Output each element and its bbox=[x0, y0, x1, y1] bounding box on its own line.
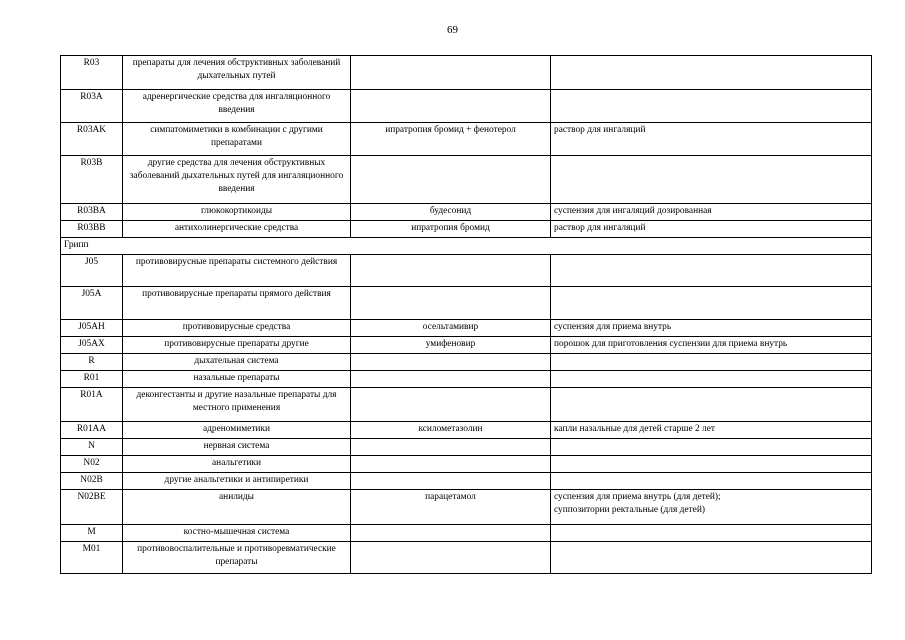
dosage-form-cell bbox=[551, 456, 872, 473]
inn-cell: парацетамол bbox=[351, 490, 551, 525]
table-row bbox=[61, 525, 872, 542]
table-row bbox=[61, 388, 872, 422]
atc-group-cell: костно-мышечная система bbox=[123, 525, 351, 542]
dosage-form-line: суспензия для приема внутрь (для детей); bbox=[554, 492, 721, 502]
dosage-form-cell bbox=[551, 490, 872, 525]
dosage-form-cell bbox=[551, 439, 872, 456]
table-row bbox=[61, 542, 872, 574]
table-row bbox=[61, 255, 872, 287]
inn-cell: осельтамивир bbox=[351, 320, 551, 337]
atc-code-cell: J05 bbox=[61, 255, 123, 287]
dosage-form-cell bbox=[551, 354, 872, 371]
atc-group-cell: препараты для лечения обструктивных заболеваний дыхательных путей bbox=[123, 56, 351, 90]
dosage-form-cell: капли назальные для детей старше 2 лет bbox=[551, 422, 872, 439]
atc-group-cell: симпатомиметики в комбинации с другими препаратами bbox=[123, 123, 351, 156]
table-row bbox=[61, 439, 872, 456]
atc-code-cell: R03A bbox=[61, 90, 123, 123]
dosage-form-line: суппозитории ректальные (для детей) bbox=[554, 505, 705, 515]
dosage-form-cell bbox=[551, 90, 872, 123]
inn-cell bbox=[351, 371, 551, 388]
atc-code-cell: R03BA bbox=[61, 204, 123, 221]
dosage-form-cell: раствор для ингаляций bbox=[551, 221, 872, 238]
table-row bbox=[61, 422, 872, 439]
atc-group-cell: противовирусные препараты прямого действия bbox=[123, 287, 351, 320]
atc-code-cell: R01AA bbox=[61, 422, 123, 439]
table-row bbox=[61, 337, 872, 354]
inn-cell: будесонид bbox=[351, 204, 551, 221]
atc-group-cell: назальные препараты bbox=[123, 371, 351, 388]
inn-cell bbox=[351, 388, 551, 422]
inn-cell: ксилометазолин bbox=[351, 422, 551, 439]
inn-cell bbox=[351, 439, 551, 456]
inn-cell bbox=[351, 542, 551, 574]
dosage-form-cell bbox=[551, 287, 872, 320]
atc-code-cell: N02BE bbox=[61, 490, 123, 525]
table-row bbox=[61, 123, 872, 156]
atc-code-cell: J05AX bbox=[61, 337, 123, 354]
dosage-form-cell bbox=[551, 388, 872, 422]
dosage-form-cell bbox=[551, 56, 872, 90]
table-row bbox=[61, 287, 872, 320]
atc-group-cell: противовоспалительные и противоревматические препараты bbox=[123, 542, 351, 574]
dosage-form-cell bbox=[551, 371, 872, 388]
dosage-form-cell bbox=[551, 156, 872, 204]
atc-code-cell: J05A bbox=[61, 287, 123, 320]
atc-group-cell: анальгетики bbox=[123, 456, 351, 473]
table-row bbox=[61, 90, 872, 123]
atc-code-cell: M01 bbox=[61, 542, 123, 574]
table-row bbox=[61, 221, 872, 238]
inn-cell bbox=[351, 255, 551, 287]
atc-code-cell: N02B bbox=[61, 473, 123, 490]
atc-code-cell: R01 bbox=[61, 371, 123, 388]
atc-code-cell: J05AH bbox=[61, 320, 123, 337]
atc-code-cell: R03 bbox=[61, 56, 123, 90]
inn-cell bbox=[351, 525, 551, 542]
inn-cell bbox=[351, 156, 551, 204]
dosage-form-cell bbox=[551, 473, 872, 490]
inn-cell: ипратропия бромид bbox=[351, 221, 551, 238]
atc-group-cell: глюкокортикоиды bbox=[123, 204, 351, 221]
table-body bbox=[61, 56, 872, 574]
section-row bbox=[61, 238, 872, 255]
table-row bbox=[61, 204, 872, 221]
atc-code-cell: R03BB bbox=[61, 221, 123, 238]
atc-code-cell: R03AK bbox=[61, 123, 123, 156]
table-row bbox=[61, 320, 872, 337]
dosage-form-cell: раствор для ингаляций bbox=[551, 123, 872, 156]
atc-code-cell: R bbox=[61, 354, 123, 371]
table-row bbox=[61, 456, 872, 473]
table-row bbox=[61, 490, 872, 525]
table-row bbox=[61, 473, 872, 490]
atc-group-cell: дыхательная система bbox=[123, 354, 351, 371]
atc-group-cell: анилиды bbox=[123, 490, 351, 525]
dosage-form-cell: порошок для приготовления суспензии для приема внутрь bbox=[551, 337, 872, 354]
section-title: Грипп bbox=[61, 238, 872, 255]
drug-table bbox=[60, 55, 872, 574]
atc-code-cell: R01A bbox=[61, 388, 123, 422]
inn-cell bbox=[351, 56, 551, 90]
page-number: 69 bbox=[447, 24, 458, 36]
dosage-form-cell bbox=[551, 542, 872, 574]
table-row bbox=[61, 371, 872, 388]
atc-group-cell: другие средства для лечения обструктивных заболеваний дыхательных путей для ингаляционного введения bbox=[123, 156, 351, 204]
atc-group-cell: адренергические средства для ингаляционного введения bbox=[123, 90, 351, 123]
atc-group-cell: противовирусные препараты другие bbox=[123, 337, 351, 354]
atc-group-cell: адреномиметики bbox=[123, 422, 351, 439]
table-row bbox=[61, 156, 872, 204]
dosage-form-cell bbox=[551, 255, 872, 287]
inn-cell: ипратропия бромид + фенотерол bbox=[351, 123, 551, 156]
inn-cell bbox=[351, 90, 551, 123]
table-row bbox=[61, 56, 872, 90]
inn-cell bbox=[351, 473, 551, 490]
atc-group-cell: противовирусные препараты системного действия bbox=[123, 255, 351, 287]
atc-group-cell: антихолинергические средства bbox=[123, 221, 351, 238]
inn-cell bbox=[351, 456, 551, 473]
atc-group-cell: деконгестанты и другие назальные препараты для местного применения bbox=[123, 388, 351, 422]
dosage-form-cell: суспензия для ингаляций дозированная bbox=[551, 204, 872, 221]
inn-cell: умифеновир bbox=[351, 337, 551, 354]
table-row bbox=[61, 354, 872, 371]
atc-code-cell: N02 bbox=[61, 456, 123, 473]
atc-group-cell: другие анальгетики и антипиретики bbox=[123, 473, 351, 490]
atc-code-cell: N bbox=[61, 439, 123, 456]
dosage-form-cell bbox=[551, 525, 872, 542]
atc-group-cell: нервная система bbox=[123, 439, 351, 456]
atc-group-cell: противовирусные средства bbox=[123, 320, 351, 337]
atc-code-cell: M bbox=[61, 525, 123, 542]
atc-code-cell: R03B bbox=[61, 156, 123, 204]
inn-cell bbox=[351, 287, 551, 320]
inn-cell bbox=[351, 354, 551, 371]
dosage-form-cell: суспензия для приема внутрь bbox=[551, 320, 872, 337]
